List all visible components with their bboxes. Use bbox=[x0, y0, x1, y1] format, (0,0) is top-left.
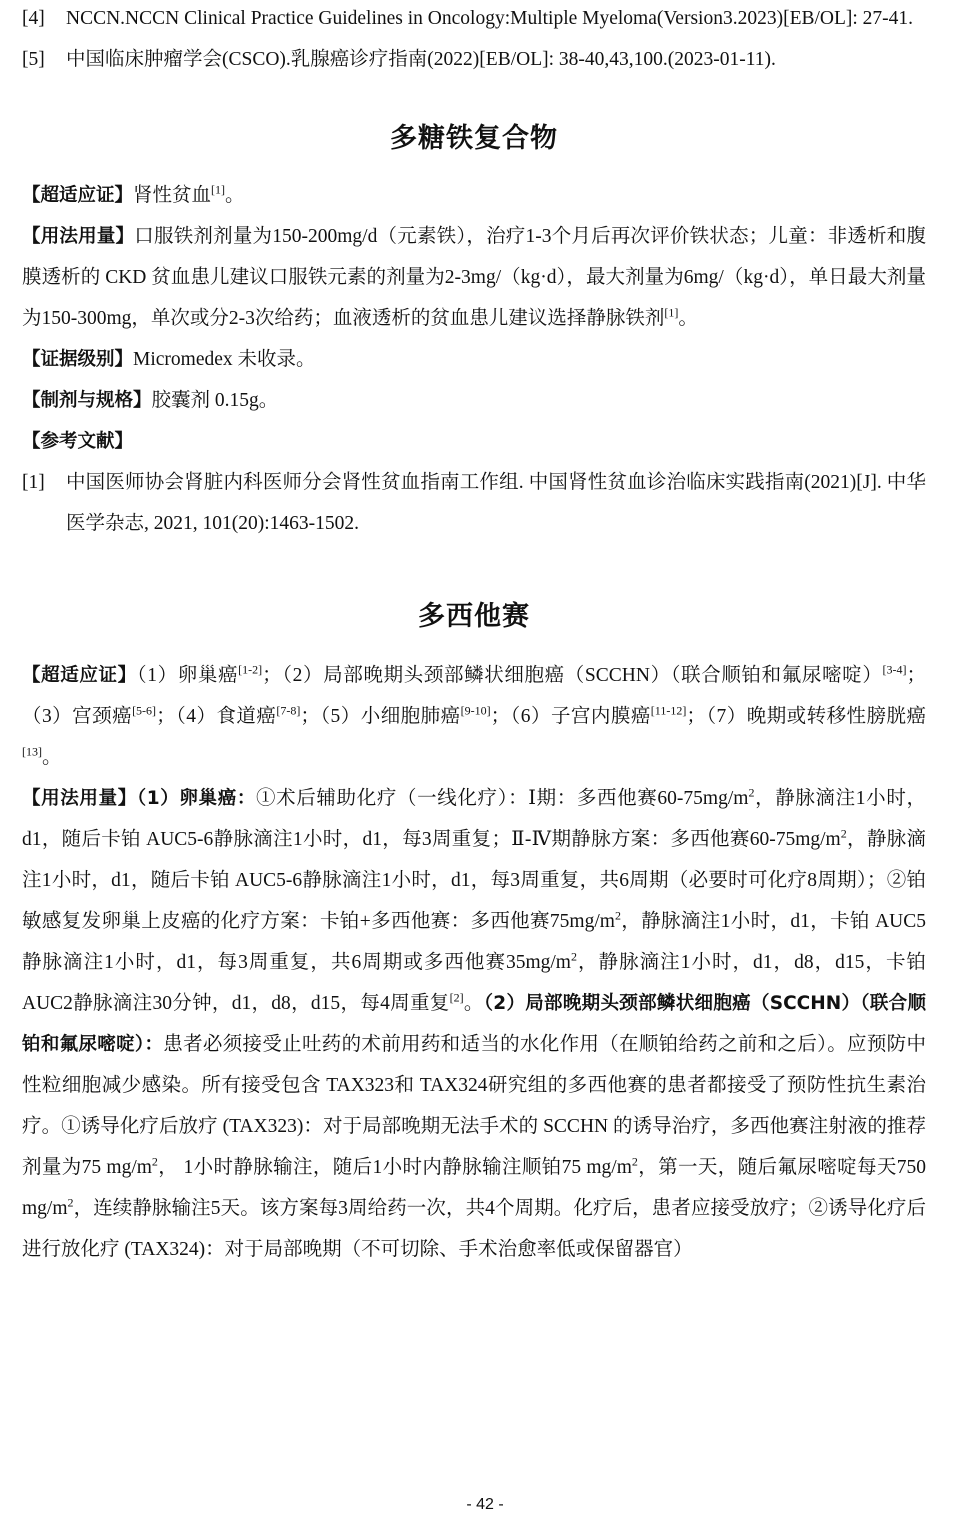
dosage-text: ，静脉滴注1小时，d1，d8，d15，卡铂 AUC2静脉滴注30分钟，d1，d8，d15，每4周重复 bbox=[22, 952, 926, 1014]
indication-label: 【超适应证】 bbox=[22, 665, 137, 686]
indication-text: 肾性贫血 bbox=[133, 185, 212, 206]
punctuation: 。 bbox=[42, 747, 62, 768]
citation: [1] bbox=[211, 182, 226, 197]
dosage-label: 【用法用量】 bbox=[22, 226, 135, 247]
dosage-text: 口服铁剂剂量为150-200mg/d（元素铁），治疗1-3个月后再次评价铁状态；儿童：非透析和腹膜透析的 CKD 贫血患儿建议口服铁元素的剂量为2-3mg/（kg·d），最大剂量为6mg/（kg·d），单日最大剂量为150-300mg，单次或分2-3次给药；血液透析的贫血患儿建议选择静脉铁剂 bbox=[22, 226, 926, 329]
reference-number: [1] bbox=[22, 472, 45, 493]
dosage-section bbox=[22, 778, 926, 1270]
citation: [3-4] bbox=[882, 662, 907, 677]
dosage-section bbox=[22, 216, 926, 339]
superscript: 2 bbox=[570, 949, 577, 964]
reference-item bbox=[22, 462, 926, 544]
dosage-subheading: （2）局部晚期头颈部鳞状细胞癌（SCCHN）（联合顺铂和氟尿嘧啶）： bbox=[22, 993, 926, 1055]
superscript: 2 bbox=[748, 785, 755, 800]
document-page bbox=[22, 0, 926, 1270]
citation: [7-8] bbox=[276, 703, 301, 718]
superscript: 2 bbox=[67, 1195, 74, 1210]
citation: [1] bbox=[664, 305, 679, 320]
indication-item: （6）子宫内膜癌 bbox=[510, 706, 651, 727]
dosage-text: ， 1小时静脉输注，随后1小时内静脉输注顺铂75 mg/m bbox=[157, 1157, 632, 1178]
reference-item bbox=[22, 39, 926, 80]
superscript: 2 bbox=[614, 908, 621, 923]
dosage-text: ，静脉滴注1小时，d1，卡铂 AUC5静脉滴注1小时，d1，每3周重复，共6周期或多西他赛35mg/m bbox=[22, 911, 926, 973]
indication-item: （2）局部晚期头颈部鳞状细胞癌（SCCHN）（联合顺铂和氟尿嘧啶） bbox=[281, 665, 883, 686]
superscript: 2 bbox=[631, 1154, 638, 1169]
citation: [5-6] bbox=[132, 703, 157, 718]
indication-item: （1）卵巢癌 bbox=[136, 665, 239, 686]
punctuation: 。 bbox=[678, 308, 698, 329]
dosage-text: ，第一天，随后氟尿嘧啶每天750 mg/m bbox=[22, 1157, 926, 1219]
reference-number: [5] bbox=[22, 49, 45, 70]
punctuation: 。 bbox=[463, 993, 484, 1014]
punctuation: ； bbox=[262, 665, 282, 686]
reference-text: NCCN.NCCN Clinical Practice Guidelines in Oncology:Multiple Myeloma(Version3.2023)[EB/OL]: 27-41. bbox=[66, 8, 914, 29]
indication-item: （4）食道癌 bbox=[175, 706, 277, 727]
punctuation: ； bbox=[490, 706, 511, 727]
dosage-subheading: （1）卵巢癌： bbox=[136, 788, 256, 809]
indication-item: （5）小细胞肺癌 bbox=[319, 706, 461, 727]
indication-section bbox=[22, 175, 926, 216]
citation: [11-12] bbox=[650, 703, 687, 718]
evidence-text: Micromedex 未收录。 bbox=[133, 349, 316, 370]
indication-section bbox=[22, 655, 926, 778]
evidence-label: 【证据级别】 bbox=[22, 349, 134, 370]
spec-label: 【制剂与规格】 bbox=[22, 390, 152, 411]
citation: [2] bbox=[449, 990, 464, 1005]
punctuation: ； bbox=[156, 706, 176, 727]
punctuation: 。 bbox=[225, 185, 245, 206]
spec-section bbox=[22, 380, 926, 421]
reference-text: 中国医师协会肾脏内科医师分会肾性贫血指南工作组. 中国肾性贫血诊治临床实践指南(2021)[J]. 中华医学杂志, 2021, 101(20):1463-1502. bbox=[66, 472, 926, 534]
dosage-text: 患者必须接受止吐药的术前用药和适当的水化作用（在顺铂给药之前和之后）。应预防中性粒细胞减少感染。所有接受包含 TAX323和 TAX324研究组的多西他赛的患者都接受了预防性抗生素治疗。①诱导化疗后放疗 (TAX323)：对于局部晚期无法手术的 SCCHN 的诱导治疗，多西他赛注射液的推荐剂量为75 mg/m bbox=[22, 1034, 926, 1178]
references-heading bbox=[22, 421, 926, 462]
superscript: 2 bbox=[840, 826, 847, 841]
citation: [13] bbox=[22, 744, 42, 759]
reference-number: [4] bbox=[22, 8, 45, 29]
references-label: 【参考文献】 bbox=[22, 431, 134, 452]
punctuation: ； bbox=[906, 665, 926, 686]
drug-title: 多西他赛 bbox=[418, 601, 530, 632]
reference-item bbox=[22, 0, 926, 39]
punctuation: ； bbox=[686, 706, 706, 727]
page-number: - 42 - bbox=[466, 1496, 504, 1513]
dosage-text: ，静脉滴注1小时，d1，随后卡铂 AUC5-6静脉滴注1小时，d1，每3周重复；Ⅱ-Ⅳ期静脉方案：多西他赛60-75mg/m bbox=[22, 788, 926, 850]
citation: [1-2] bbox=[238, 662, 263, 677]
indication-item: （3）宫颈癌 bbox=[22, 706, 133, 727]
dosage-label: 【用法用量】 bbox=[22, 788, 137, 809]
reference-text: 中国临床肿瘤学会(CSCO).乳腺癌诊疗指南(2022)[EB/OL]: 38-40,43,100.(2023-01-11). bbox=[66, 49, 776, 70]
indication-item: （7）晚期或转移性膀胱癌 bbox=[705, 706, 926, 727]
spec-text: 胶囊剂 0.15g。 bbox=[151, 390, 279, 411]
punctuation: ； bbox=[300, 706, 320, 727]
drug-title: 多糖铁复合物 bbox=[390, 123, 558, 154]
evidence-section bbox=[22, 339, 926, 380]
dosage-text: ，连续静脉输注5天。该方案每3周给药一次，共4个周期。化疗后，患者应接受放疗；②诱导化疗后进行放化疗 (TAX324)：对于局部晚期（不可切除、手术治愈率低或保留器官） bbox=[22, 1198, 926, 1260]
dosage-text: ①术后辅助化疗（一线化疗）：Ⅰ期：多西他赛60-75mg/m bbox=[255, 788, 749, 809]
dosage-text: ，静脉滴注1小时，d1，随后卡铂 AUC5-6静脉滴注1小时，d1，每3周重复，共6周期（必要时可化疗8周期）；②铂敏感复发卵巢上皮癌的化疗方案：卡铂+多西他赛：多西他赛75mg/m bbox=[22, 829, 926, 932]
indication-label: 【超适应证】 bbox=[22, 185, 134, 206]
superscript: 2 bbox=[151, 1154, 158, 1169]
citation: [9-10] bbox=[460, 703, 491, 718]
